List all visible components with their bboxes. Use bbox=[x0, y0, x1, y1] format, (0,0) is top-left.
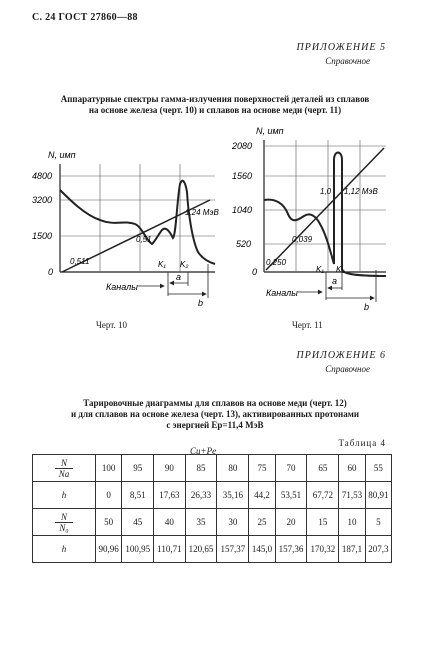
chart-11-y-title: N, имп bbox=[256, 126, 284, 136]
chart-11-ytick-3: 520 bbox=[236, 239, 252, 249]
caption-2-line-1: Тарировочные диаграммы для сплавов на основе меди (черт. 12) bbox=[83, 398, 347, 408]
figure-caption-1 bbox=[20, 94, 410, 116]
row-1-header bbox=[33, 455, 96, 482]
appendix-5-subtitle: Справочное bbox=[325, 56, 370, 66]
chart-11-ytick-2: 1040 bbox=[232, 205, 253, 215]
chart-10-mark-0511: 0,511 bbox=[70, 257, 90, 266]
table-cell: 145,0 bbox=[249, 536, 275, 563]
table-cell: 85 bbox=[185, 455, 217, 482]
caption-2-line-3: с энергией Eр=11,4 МэВ bbox=[166, 420, 264, 430]
table-cell: 90 bbox=[154, 455, 185, 482]
table-row bbox=[33, 455, 392, 482]
table-cell: 15 bbox=[307, 509, 339, 536]
row-1-denominator: Nа bbox=[58, 468, 70, 479]
chart-10-spectrum-curve bbox=[60, 181, 215, 264]
chart-11-x-title: Каналы bbox=[266, 288, 298, 298]
chart-10-k1: K₁ bbox=[158, 260, 166, 269]
chart-10-grid bbox=[60, 164, 215, 272]
chart-11-interval-b: b bbox=[364, 302, 370, 312]
appendix-6-subtitle: Справочное bbox=[325, 364, 370, 374]
caption-1-line-2: на основе железа (черт. 10) и сплавов на основе меди (черт. 11) bbox=[88, 105, 342, 115]
table-row bbox=[33, 482, 392, 509]
chart-11-label: Черт. 11 bbox=[292, 320, 323, 330]
chart-11-mark-112: 1,12 МэВ bbox=[344, 187, 378, 196]
table-4 bbox=[32, 454, 392, 563]
chart-10-interval-b: b bbox=[198, 298, 204, 308]
chart-11-ytick-1: 1560 bbox=[232, 171, 253, 181]
chart-11 bbox=[226, 120, 406, 320]
chart-11-mark-0039: 0,039 bbox=[292, 235, 313, 244]
chart-10-mark-051: 0,51 bbox=[136, 235, 152, 244]
table-cell: 100 bbox=[96, 455, 122, 482]
table-cell: 17,63 bbox=[154, 482, 185, 509]
chart-10-y-title: N, имп bbox=[48, 150, 76, 160]
table-4-subtitle: Cu+Pe bbox=[190, 446, 217, 456]
table-row bbox=[33, 536, 392, 563]
table-cell: 53,51 bbox=[275, 482, 307, 509]
table-cell: 50 bbox=[96, 509, 122, 536]
table-cell: 44,2 bbox=[249, 482, 275, 509]
table-cell: 95 bbox=[122, 455, 154, 482]
chart-10-x-title: Каналы bbox=[106, 282, 138, 292]
table-cell: 71,53 bbox=[339, 482, 365, 509]
chart-11-mark-10: 1,0 bbox=[320, 187, 332, 196]
caption-1-line-1: Аппаратурные спектры гамма-излучения поверхностей деталей из сплавов bbox=[60, 94, 370, 104]
row-3-numerator: N bbox=[55, 512, 72, 523]
chart-11-interval-a: a bbox=[332, 276, 338, 286]
table-cell: 60 bbox=[339, 455, 365, 482]
table-cell: 65 bbox=[307, 455, 339, 482]
chart-10-ytick-3: 0 bbox=[48, 267, 54, 277]
table-cell: 157,36 bbox=[275, 536, 307, 563]
row-1-numerator: N bbox=[55, 458, 74, 469]
table-cell: 67,72 bbox=[307, 482, 339, 509]
table-cell: 0 bbox=[96, 482, 122, 509]
chart-10-ytick-2: 1500 bbox=[32, 231, 53, 241]
table-cell: 75 bbox=[249, 455, 275, 482]
table-cell: 100,95 bbox=[122, 536, 154, 563]
table-cell: 10 bbox=[339, 509, 365, 536]
table-cell: 70 bbox=[275, 455, 307, 482]
table-cell: 45 bbox=[122, 509, 154, 536]
table-cell: 207,3 bbox=[365, 536, 391, 563]
chart-10-mark-124: 1,24 МэВ bbox=[185, 208, 219, 217]
table-cell: 26,33 bbox=[185, 482, 217, 509]
caption-2-line-2: и для сплавов на основе железа (черт. 13), активированных протонами bbox=[70, 409, 360, 419]
table-cell: 90,96 bbox=[96, 536, 122, 563]
chart-10-interval-a: a bbox=[176, 272, 182, 282]
table-cell: 30 bbox=[217, 509, 249, 536]
table-cell: 80 bbox=[217, 455, 249, 482]
table-cell: 20 bbox=[275, 509, 307, 536]
table-cell: 157,37 bbox=[217, 536, 249, 563]
chart-11-calibration-line bbox=[266, 148, 384, 270]
table-cell: 35,16 bbox=[217, 482, 249, 509]
table-cell: 187,1 bbox=[339, 536, 365, 563]
table-cell: 80,91 bbox=[365, 482, 391, 509]
chart-11-k1: K₁ bbox=[316, 265, 324, 274]
table-cell: 110,71 bbox=[154, 536, 185, 563]
chart-10-ytick-0: 4800 bbox=[32, 171, 53, 181]
table-cell: 25 bbox=[249, 509, 275, 536]
table-cell: 8,51 bbox=[122, 482, 154, 509]
table-cell: 170,32 bbox=[307, 536, 339, 563]
chart-10-label: Черт. 10 bbox=[96, 320, 127, 330]
row-4-header: h bbox=[33, 536, 96, 563]
page-header: С. 24 ГОСТ 27860—88 bbox=[32, 12, 138, 23]
row-3-header bbox=[33, 509, 96, 536]
chart-10-k2: K₂ bbox=[180, 260, 189, 269]
table-cell: 5 bbox=[365, 509, 391, 536]
chart-10 bbox=[30, 140, 230, 320]
chart-10-ytick-1: 3200 bbox=[32, 195, 53, 205]
table-cell: 40 bbox=[154, 509, 185, 536]
table-cell: 120,65 bbox=[185, 536, 217, 563]
table-4-title: Таблица 4 bbox=[338, 438, 386, 448]
chart-11-ytick-0: 2080 bbox=[232, 141, 253, 151]
table-row bbox=[33, 509, 392, 536]
row-2-header: h bbox=[33, 482, 96, 509]
chart-11-k2: K₂ bbox=[336, 265, 345, 274]
chart-11-mark-0250: 0,250 bbox=[266, 258, 287, 267]
row-3-denominator: N₀ bbox=[59, 522, 69, 533]
chart-11-ytick-4: 0 bbox=[252, 267, 258, 277]
table-cell: 55 bbox=[365, 455, 391, 482]
appendix-6-title: ПРИЛОЖЕНИЕ 6 bbox=[296, 350, 386, 361]
figure-caption-2 bbox=[20, 398, 410, 431]
table-cell: 35 bbox=[185, 509, 217, 536]
appendix-5-title: ПРИЛОЖЕНИЕ 5 bbox=[296, 42, 386, 53]
